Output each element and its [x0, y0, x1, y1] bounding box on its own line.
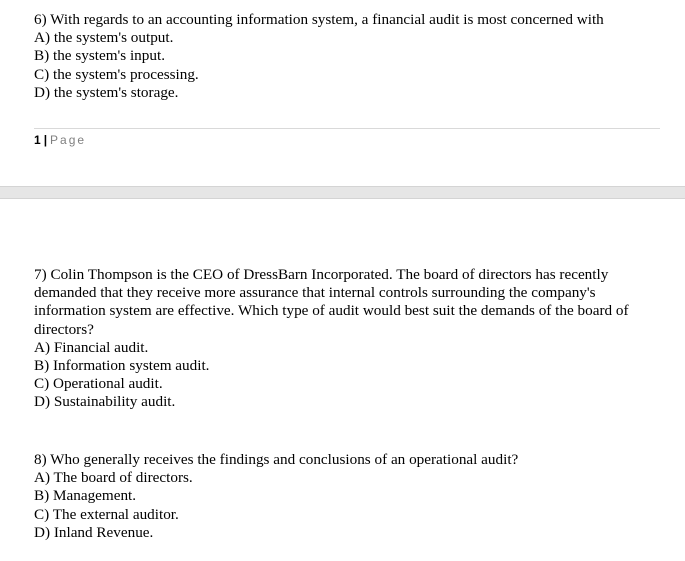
- answer-option-c: C) Operational audit.: [34, 375, 163, 393]
- question-stem: 8) Who generally receives the findings and conclusions of an operational audit?: [34, 451, 519, 468]
- answer-option-d: D) Sustainability audit.: [34, 393, 176, 411]
- page-label: Page: [50, 133, 87, 147]
- page-footer: [34, 132, 86, 148]
- answer-option-c: C) the system's processing.: [34, 65, 199, 83]
- page-number: 1: [34, 133, 41, 147]
- answer-option-c: C) The external auditor.: [34, 505, 179, 523]
- answer-option-a: A) Financial audit.: [34, 338, 149, 356]
- question-6: [34, 11, 650, 102]
- question-stem: 6) With regards to an accounting information system, a financial audit is most concerned with: [34, 11, 604, 28]
- page-break: [0, 186, 685, 199]
- footer-divider: [34, 128, 660, 129]
- question-8: [34, 451, 650, 542]
- answer-option-a: A) The board of directors.: [34, 469, 193, 487]
- question-stem: 7) Colin Thompson is the CEO of DressBarn Incorporated. The board of directors has recently demanded that they receive more assurance that internal controls surrounding the company's information system are effective. Which type of audit would best suit the demands of the board of directors?: [34, 266, 629, 338]
- document-page-1: [0, 0, 685, 186]
- answer-option-b: B) Information system audit.: [34, 357, 210, 375]
- question-7: [34, 266, 650, 412]
- answer-option-d: D) the system's storage.: [34, 83, 179, 101]
- answer-option-b: B) the system's input.: [34, 47, 165, 65]
- answer-option-b: B) Management.: [34, 487, 137, 505]
- answer-option-d: D) Inland Revenue.: [34, 523, 154, 541]
- footer-separator: |: [43, 133, 48, 147]
- answer-option-a: A) the system's output.: [34, 29, 174, 47]
